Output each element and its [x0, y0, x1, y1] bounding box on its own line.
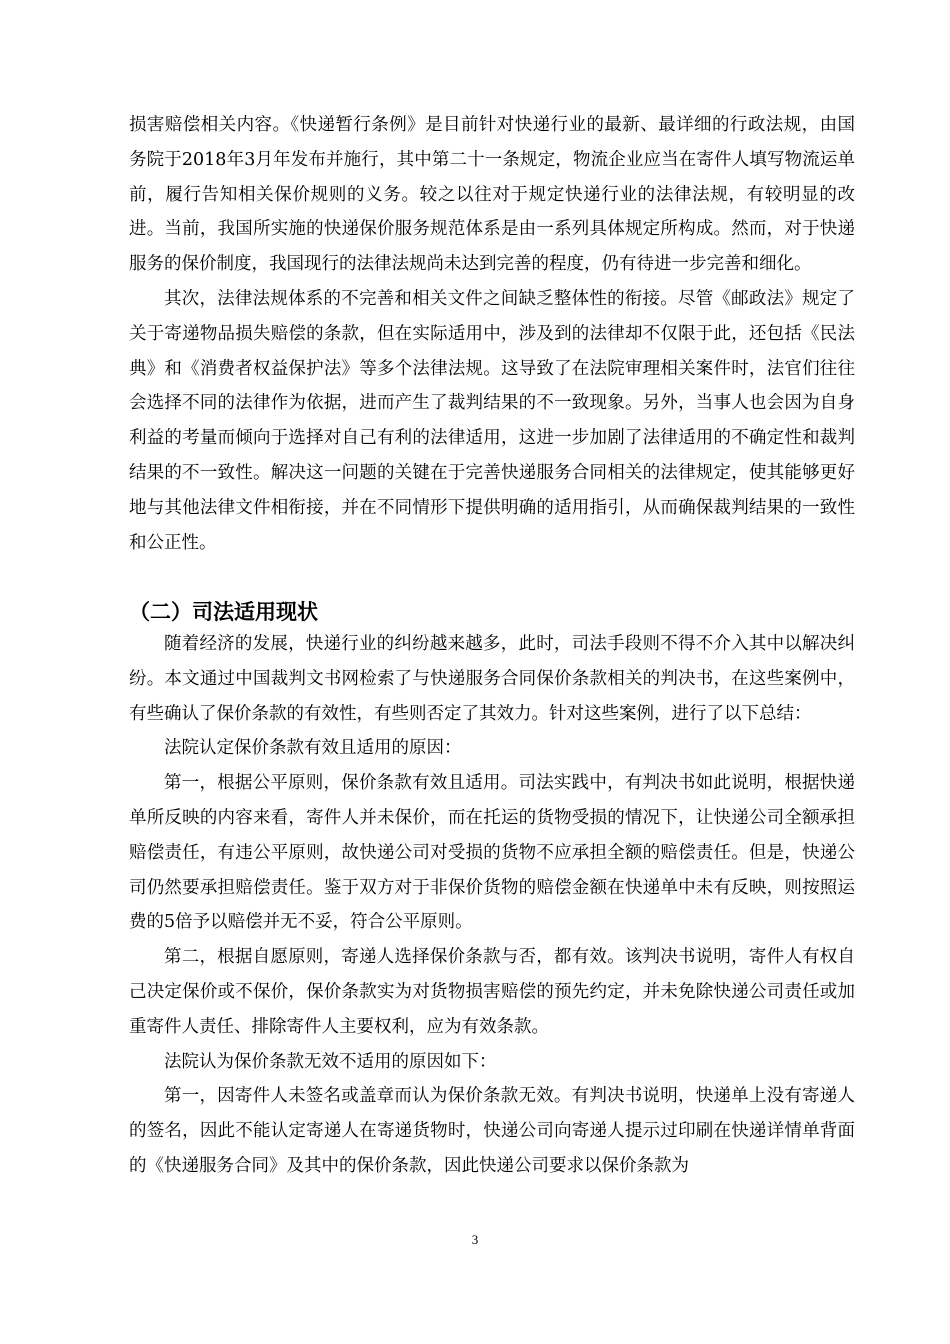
paragraph: 第一，根据公平原则，保价条款有效且适用。司法实践中，有判决书如此说明，根据快递单所反映的内容来看，寄件人并未保价，而在托运的货物受损的情况下，让快递公司全额承担赔偿责任，有违公平原则，故快递公司对受损的货物不应承担全额的赔偿责任。但是，快递公司仍然要承担赔偿责任。鉴于双方对于非保价货物的赔偿金额在快递单中未有反映，则按照运费的5倍予以赔偿并无不妥，符合公平原则。 — [129, 773, 855, 933]
paragraph: 法院认为保价条款无效不适用的原因如下： — [164, 1051, 497, 1072]
paragraph: 法院认定保价条款有效且适用的原因： — [164, 738, 462, 759]
section-heading: （二）司法适用现状 — [129, 600, 318, 624]
paragraph: 第一，因寄件人未签名或盖章而认为保价条款无效。有判决书说明，快递单上没有寄递人的签名，因此不能认定寄递人在寄递货物时，快递公司向寄递人提示过印刷在快递详情单背面的《快递服务合同》及其中的保价条款，因此快递公司要求以保价条款为 — [129, 1086, 855, 1176]
paragraph: 随着经济的发展，快递行业的纠纷越来越多，此时，司法手段则不得不介入其中以解决纠纷。本文通过中国裁判文书网检索了与快递服务合同保价条款相关的判决书，在这些案例中，有些确认了保价条款的有效性，有些则否定了其效力。针对这些案例，进行了以下总结： — [129, 634, 855, 724]
paragraph: 其次，法律法规体系的不完善和相关文件之间缺乏整体性的衔接。尽管《邮政法》规定了关于寄递物品损失赔偿的条款，但在实际适用中，涉及到的法律却不仅限于此，还包括《民法典》和《消费者权益保护法》等多个法律法规。这导致了在法院审理相关案件时，法官们往往会选择不同的法律作为依据，进而产生了裁判结果的不一致现象。另外，当事人也会因为自身利益的考量而倾向于选择对自己有利的法律适用，这进一步加剧了法律适用的不确定性和裁判结果的不一致性。解决这一问题的关键在于完善快递服务合同相关的法律规定，使其能够更好地与其他法律文件相衔接，并在不同情形下提供明确的适用指引，从而确保裁判结果的一致性和公正性。 — [129, 288, 855, 553]
body-text-top — [129, 108, 855, 560]
paragraph: 损害赔偿相关内容。《快递暂行条例》是目前针对快递行业的最新、最详细的行政法规，由国务院于2018年3月年发布并施行，其中第二十一条规定，物流企业应当在寄件人填写物流运单前，履行告知相关保价规则的义务。较之以往对于规定快递行业的法律法规，有较明显的改进。当前，我国所实施的快递保价服务规范体系是由一系列具体规定所构成。然而，对于快递服务的保价制度，我国现行的法律法规尚未达到完善的程度，仍有待进一步完善和细化。 — [129, 115, 855, 275]
paragraph: 第二，根据自愿原则，寄递人选择保价条款与否，都有效。该判决书说明，寄件人有权自己决定保价或不保价，保价条款实为对货物损害赔偿的预先约定，并未免除快递公司责任或加重寄件人责任、排除寄件人主要权利，应为有效条款。 — [129, 947, 855, 1037]
page-number: 3 — [471, 1232, 479, 1247]
body-text-bottom — [129, 627, 855, 1184]
